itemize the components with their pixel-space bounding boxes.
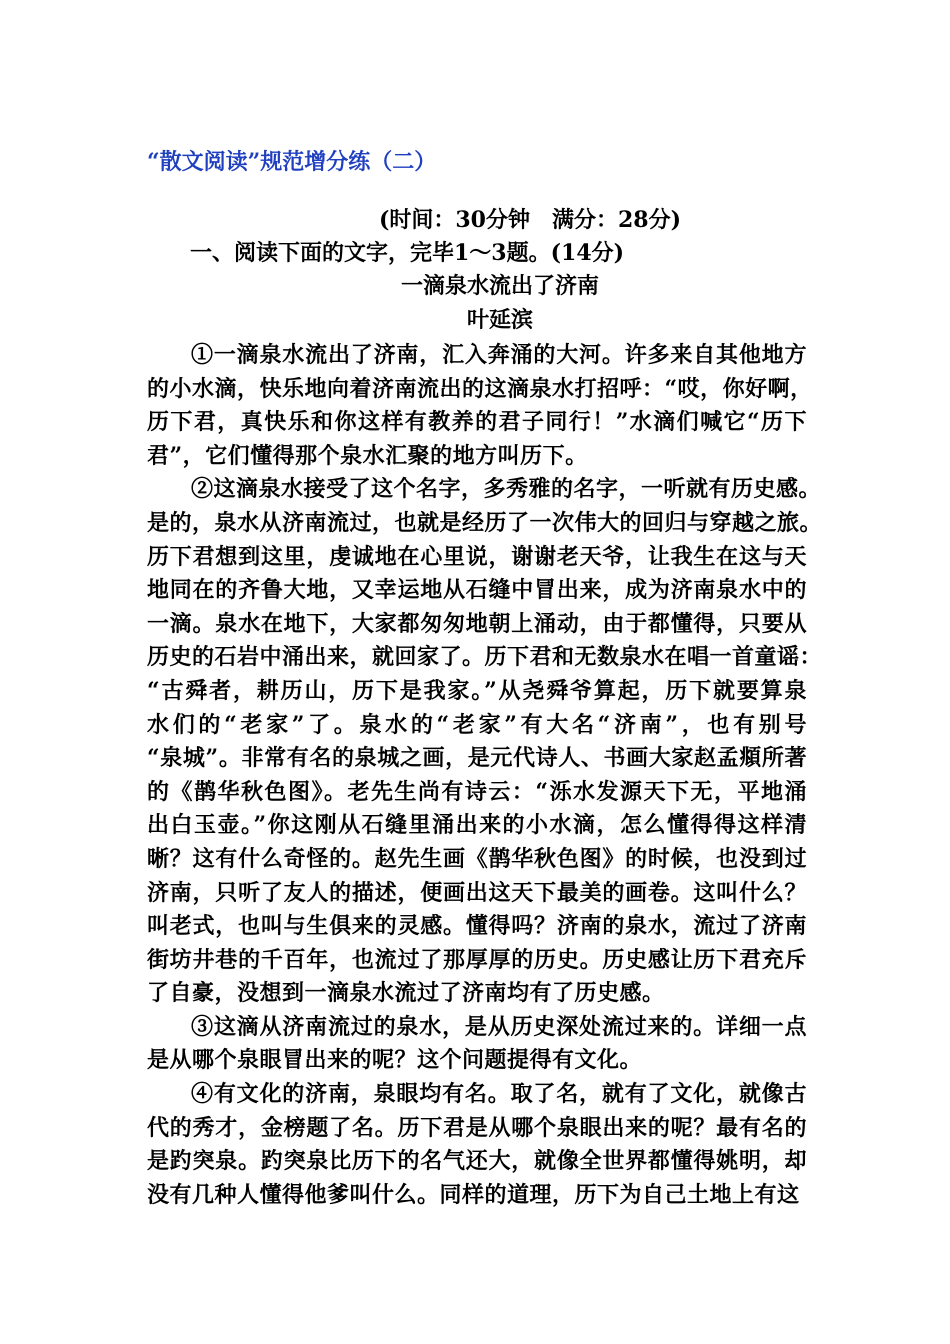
paragraph-line: 历下君想到这里，虔诚地在心里说，谢谢老天爷，让我生在这与天 [147, 543, 807, 570]
paragraph-line: ②这滴泉水接受了这个名字，多秀雅的名字，一听就有历史感。 [191, 476, 822, 503]
essay-author: 叶延滨 [466, 307, 533, 333]
paragraph-line: ④有文化的济南，泉眼均有名。取了名，就有了文化，就像古 [191, 1081, 807, 1108]
paragraph-line: 是从哪个泉眼冒出来的呢？这个问题提得有文化。 [147, 1047, 643, 1074]
paragraph-line: 叫老式，也叫与生俱来的灵感。懂得吗？济南的泉水，流过了济南 [147, 913, 807, 940]
essay-body [147, 339, 823, 1212]
paragraph-line: ③这滴从济南流过的泉水，是从历史深处流过来的。详细一点 [191, 1013, 807, 1040]
paragraph-line: 的《鹊华秋色图》。老先生尚有诗云：“泺水发源天下无，平地涌 [147, 778, 807, 805]
paragraph [147, 1011, 807, 1078]
paragraph-line: 地同在的齐鲁大地，又幸运地从石缝中冒出来，成为济南泉水中的 [147, 577, 807, 604]
exam-time-and-score: (时间：30分钟 满分：28分) [378, 207, 682, 233]
paragraph-line: ①一滴泉水流出了济南，汇入奔涌的大河。许多来自其他地方 [191, 342, 807, 368]
paragraph-line: 历史的石岩中涌出来，就回家了。历下君和无数泉水在唱一首童谣： [147, 644, 823, 671]
paragraph-line: 是趵突泉。趵突泉比历下的名气还大，就像全世界都懂得姚明，却 [147, 1148, 807, 1175]
paragraph-line: 出白玉壶。”你这刚从石缝里涌出来的小水滴，怎么懂得得这样清 [147, 812, 807, 839]
paragraph-line: 一滴。泉水在地下，大家都匆匆地朝上涌动，由于都懂得，只要从 [147, 610, 807, 637]
paragraph-line: 历下君，真快乐和你这样有教养的君子同行！”水滴们喊它“历下 [147, 409, 807, 436]
paragraph-line: 没有几种人懂得他爹叫什么。同样的道理，历下为自己土地上有这 [147, 1181, 800, 1208]
paragraph [147, 339, 813, 473]
paragraph-line: 济南，只听了友人的描述，便画出这天下最美的画卷。这叫什么？ [147, 879, 807, 906]
paragraph-line: “泉城”。非常有名的泉城之画，是元代诗人、书画大家赵孟頫所著 [147, 745, 807, 772]
paragraph-line: 了自豪，没想到一滴泉水流过了济南均有了历史感。 [147, 980, 665, 1007]
paragraph-line: 街坊井巷的千百年，也流过了那厚厚的历史。历史感让历下君充斥 [147, 946, 807, 973]
paragraph-line: 晰？这有什么奇怪的。赵先生画《鹊华秋色图》的时候，也没到过 [147, 845, 807, 872]
document-title: “散文阅读”规范增分练（二） [147, 149, 437, 175]
paragraph-line: 水们的“老家”了。泉水的“老家”有大名“济南”，也有别号 [147, 711, 807, 738]
essay-title: 一滴泉水流出了济南 [400, 273, 599, 299]
paragraph-line: 的小水滴，快乐地向着济南流出的这滴泉水打招呼：“哎，你好啊， [147, 375, 813, 402]
paragraph-line: 君”，它们懂得那个泉水汇聚的地方叫历下。 [147, 442, 588, 469]
paragraph-line: 代的秀才，金榜题了名。历下君是从哪个泉眼出来的呢？最有名的 [147, 1114, 807, 1141]
paragraph-line: 是的，泉水从济南流过，也就是经历了一次伟大的回归与穿越之旅。 [147, 509, 823, 536]
paragraph [147, 473, 823, 1011]
section-instruction: 一、阅读下面的文字，完毕1～3题。(14分) [190, 240, 625, 266]
paragraph-line: “古舜者，耕历山，历下是我家。”从尧舜爷算起，历下就要算泉 [147, 677, 807, 704]
paragraph [147, 1078, 807, 1212]
